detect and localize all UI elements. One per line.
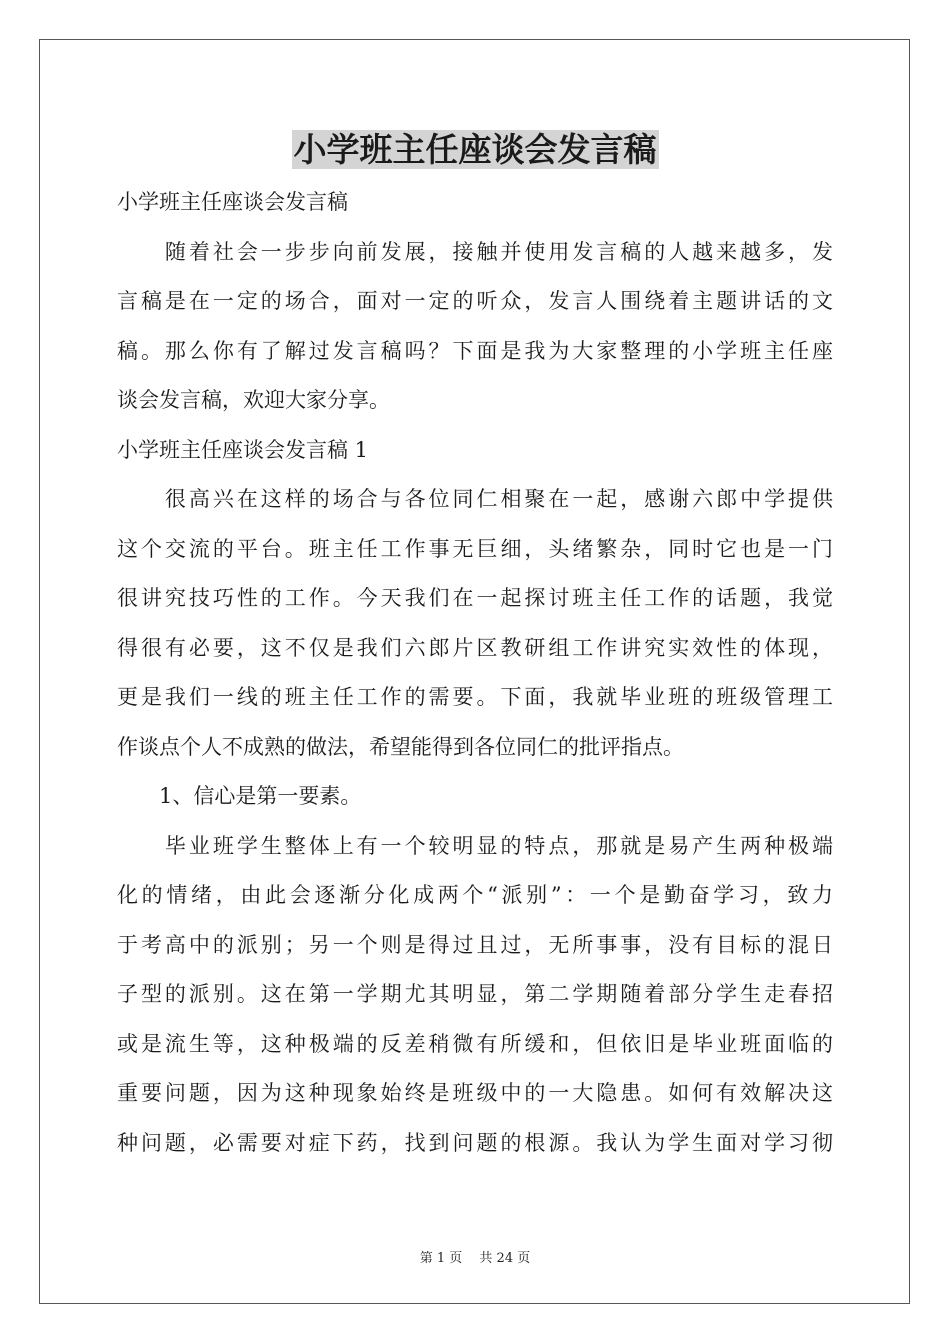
- text-line: 或是流生等，这种极端的反差稍微有所缓和，但依旧是毕业班面临的: [117, 1031, 833, 1056]
- page-footer: 第 1 页 共 24 页: [419, 1251, 531, 1266]
- text-line: 种问题，必需要对症下药，找到问题的根源。我认为学生面对学习彻: [117, 1130, 833, 1155]
- document-title: [0, 128, 950, 172]
- text-line: 于考高中的派别；另一个则是得过且过，无所事事，没有目标的混日: [117, 932, 833, 957]
- text-line: 作谈点个人不成熟的做法，希望能得到各位同仁的批评指点。: [117, 734, 684, 759]
- text-line: 谈会发言稿，欢迎大家分享。: [117, 388, 390, 412]
- text-line: 小学班主任座谈会发言稿 1: [117, 437, 369, 462]
- text-line: 言稿是在一定的场合，面对一定的听众，发言人围绕着主题讲话的文: [117, 289, 833, 313]
- text-line: 子型的派别。这在第一学期尤其明显，第二学期随着部分学生走春招: [117, 982, 833, 1006]
- document-title-text: 小学班主任座谈会发言稿: [293, 130, 657, 169]
- text-line: 得很有必要，这不仅是我们六郎片区教研组工作讲究实效性的体现，: [117, 635, 833, 660]
- text-line: 很讲究技巧性的工作。今天我们在一起探讨班主任工作的话题，我觉: [117, 586, 833, 610]
- text-line: 化的情绪，由此会逐渐分化成两个“派别”：一个是勤奋学习，致力: [117, 883, 833, 907]
- text-line: 这个交流的平台。班主任工作事无巨细，头绪繁杂，同时它也是一门: [117, 536, 833, 561]
- text-line: 稿。那么你有了解过发言稿吗？下面是我为大家整理的小学班主任座: [117, 338, 833, 363]
- text-line: 毕业班学生整体上有一个较明显的特点，那就是易产生两种极端: [117, 833, 833, 858]
- text-line: 小学班主任座谈会发言稿: [117, 190, 348, 214]
- document-body: [117, 178, 833, 1168]
- text-line: 随着社会一步步向前发展，接触并使用发言稿的人越来越多，发: [117, 239, 833, 264]
- text-line: 重要问题，因为这种现象始终是班级中的一大隐患。如何有效解决这: [117, 1081, 833, 1105]
- text-line: 1、信心是第一要素。: [117, 784, 362, 808]
- text-line: 很高兴在这样的场合与各位同仁相聚在一起，感谢六郎中学提供: [117, 487, 833, 511]
- text-line: 更是我们一线的班主任工作的需要。下面，我就毕业班的班级管理工: [117, 685, 833, 709]
